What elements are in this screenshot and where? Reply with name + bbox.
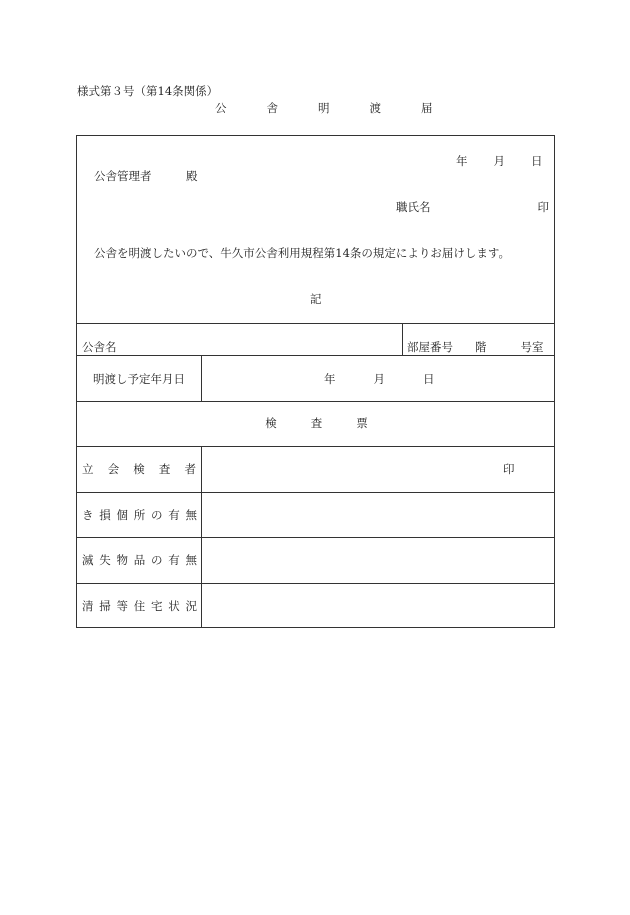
divider: [77, 401, 554, 402]
label-char: 住: [133, 599, 146, 613]
label-char: 品: [133, 553, 146, 567]
title-char: 検: [265, 416, 277, 430]
label-char: 検: [133, 462, 145, 476]
inspector-label: [82, 462, 196, 476]
addressee: 公舎管理者 殿: [94, 169, 198, 183]
date-day: 日: [423, 372, 435, 386]
label-char: 清: [82, 599, 94, 613]
label-char: の: [151, 553, 163, 567]
label-char: 有: [168, 508, 180, 522]
label-char: 状: [168, 599, 180, 613]
label-char: 有: [168, 553, 180, 567]
title-char: 査: [310, 416, 323, 430]
date-day: 日: [531, 154, 543, 168]
inspection-sheet-title: [77, 416, 556, 430]
label-char: 無: [185, 553, 197, 567]
date-year: 年: [456, 154, 468, 168]
divider: [77, 323, 554, 324]
divider: [77, 446, 554, 447]
date-month: 月: [493, 154, 505, 168]
label-char: 者: [184, 462, 196, 476]
label-char: き: [82, 508, 94, 522]
form-number: 様式第３号（第14条関係）: [77, 84, 219, 98]
title-char: 公: [215, 101, 227, 115]
seal-mark: 印: [537, 200, 549, 214]
title-char: 舎: [266, 101, 278, 115]
label-char: 滅: [82, 553, 94, 567]
divider: [201, 446, 202, 628]
notice-body: 公舎を明渡したいので、牛久市公舎利用規程第14条の規定によりお届けします。: [94, 246, 510, 260]
divider: [77, 537, 554, 538]
divider: [77, 492, 554, 493]
date-year: 年: [324, 372, 336, 386]
label-char: の: [151, 508, 163, 522]
label-char: 個: [116, 508, 128, 522]
room-number-label: 部屋番号: [407, 340, 453, 354]
applicant-name-line: [396, 200, 549, 214]
label-char: 況: [185, 599, 197, 613]
date-month: 月: [373, 372, 385, 386]
label-char: 会: [107, 462, 120, 476]
scheduled-date-label: 明渡し予定年月日: [93, 372, 185, 386]
facility-name-label: 公舎名: [82, 340, 117, 354]
scheduled-date: [324, 372, 435, 386]
name-label: 職氏名: [396, 200, 431, 214]
label-char: 立: [82, 462, 94, 476]
inspector-seal-mark: 印: [503, 462, 515, 476]
title-char: 明: [318, 101, 330, 115]
divider: [402, 323, 403, 355]
lost-items-label: [82, 553, 197, 567]
label-char: 無: [185, 508, 197, 522]
divider: [201, 355, 202, 401]
title-char: 届: [421, 101, 433, 115]
floor-unit: 階: [475, 340, 487, 354]
title-char: 票: [356, 416, 368, 430]
label-char: 宅: [151, 599, 163, 613]
divider: [77, 583, 554, 584]
form-frame: [76, 135, 555, 628]
ki-heading: 記: [310, 292, 322, 306]
document-title: [215, 101, 433, 115]
damage-label: [82, 508, 197, 522]
room-unit: 号室: [520, 340, 544, 354]
label-char: 査: [158, 462, 171, 476]
label-char: 掃: [99, 599, 111, 613]
label-char: 損: [99, 508, 111, 522]
label-char: 所: [133, 508, 146, 522]
title-char: 渡: [369, 101, 381, 115]
submission-date: [456, 154, 543, 168]
label-char: 失: [99, 553, 111, 567]
divider: [77, 355, 554, 356]
room-number-field: [407, 340, 544, 354]
label-char: 物: [116, 553, 128, 567]
cleaning-status-label: [82, 599, 197, 613]
label-char: 等: [116, 599, 128, 613]
